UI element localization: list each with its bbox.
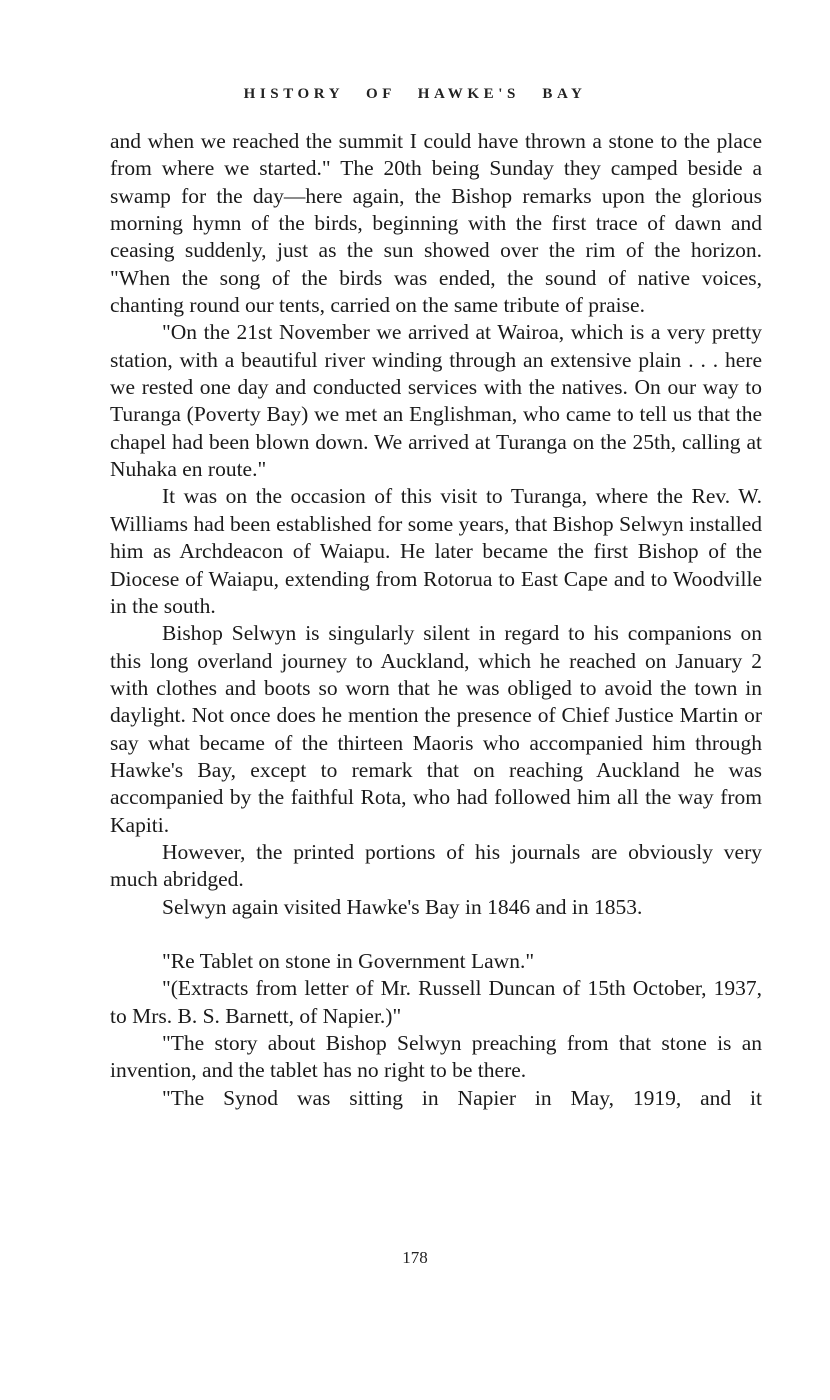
paragraph: "The story about Bishop Selwyn preaching from that stone is an invention, and the tablet has no right to be there. xyxy=(110,1031,762,1083)
page-number: 178 xyxy=(402,1248,428,1267)
paragraph: Bishop Selwyn is singularly silent in regard to his companions on this long overland journey to Auckland, which he reached on January 2 with clothes and boots so worn that he was obliged to avoid the town in daylight. Not once does he mention the presence of Chief Justice Martin or say what became of the thirteen Maoris who accompanied him through Hawke's Bay, except to remark that on reaching Auckland he was accompanied by the faithful Rota, who had followed him all the way from Kapiti. xyxy=(110,621,762,837)
paragraph: and when we reached the summit I could have thrown a stone to the place from where we started." The 20th being Sunday they camped beside a swamp for the day—here again, the Bishop remarks upon the glorious morning hymn of the birds, beginning with the first trace of dawn and ceasing suddenly, just as the sun showed over the rim of the horizon. "When the song of the birds was ended, the sound of native voices, chanting round our tents, carried on the same tribute of praise. xyxy=(110,129,762,318)
paragraph: It was on the occasion of this visit to Turanga, where the Rev. W. Williams had been established for some years, that Bishop Selwyn installed him as Archdeacon of Waiapu. He later became the first Bishop of the Diocese of Waiapu, extending from Rotorua to East Cape and to Woodville in the south. xyxy=(110,484,762,618)
paragraph: "(Extracts from letter of Mr. Russell Duncan of 15th October, 1937, to Mrs. B. S. Barnett, of Napier.)" xyxy=(110,976,762,1028)
paragraph: "Re Tablet on stone in Government Lawn." xyxy=(162,948,535,973)
body-text xyxy=(110,128,762,1112)
paragraph: However, the printed portions of his journals are obviously very much abridged. xyxy=(110,839,762,892)
running-head: HISTORY OF HAWKE'S BAY xyxy=(243,86,587,102)
paragraph: "On the 21st November we arrived at Wairoa, which is a very pretty station, with a beautiful river winding through an extensive plain . . . here we rested one day and conducted services with the natives. On our way to Turanga (Poverty Bay) we met an Englishman, who came to tell us that the chapel had been blown down. We arrived at Turanga on the 25th, calling at Nuhaka en route." xyxy=(110,320,762,482)
paragraph: "The Synod was sitting in Napier in May, 1919, and it xyxy=(162,1085,762,1110)
paragraph: Selwyn again visited Hawke's Bay in 1846 and in 1853. xyxy=(162,894,643,919)
